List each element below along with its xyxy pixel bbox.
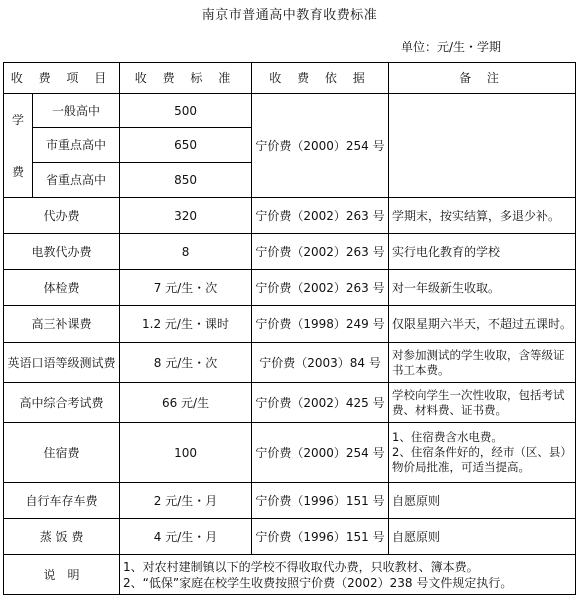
cell-basis: 宁价费（1996）151 号 (252, 519, 389, 555)
table-row (4, 423, 576, 483)
cell-item: 省重点高中 (33, 163, 120, 198)
header-basis: 收 费 依 据 (252, 63, 389, 94)
cell-basis: 宁价费（2000）254 号 (252, 94, 389, 198)
header-standard: 收 费 标 准 (120, 63, 252, 94)
cell-standard: 7 元/生・次 (120, 270, 252, 306)
cell-basis: 宁价费（2000）254 号 (252, 423, 389, 483)
cell-item: 体检费 (4, 270, 120, 306)
cell-standard: 320 (120, 198, 252, 234)
cell-note: 对参加测试的学生收取，含等级证书工本费。 (389, 343, 576, 383)
cell-standard: 4 元/生・月 (120, 519, 252, 555)
explanation-line: 1、对农村建制镇以下的学校不得收取代办费，只收教材、簿本费。 (123, 559, 479, 574)
tuition-group-text: 学 费 (11, 112, 24, 179)
cell-note: 学校向学生一次性收取，包括考试费、材料费、证书费。 (389, 383, 576, 423)
cell-basis: 宁价费（2003）84 号 (252, 343, 389, 383)
cell-item: 英语口语等级测试费 (4, 343, 120, 383)
cell-standard: 8 (120, 234, 252, 270)
table-row (4, 383, 576, 423)
tuition-group-label (4, 94, 33, 198)
cell-basis: 宁价费（2002）263 号 (252, 234, 389, 270)
cell-item: 蒸 饭 费 (4, 519, 120, 555)
cell-basis: 宁价费（2002）263 号 (252, 270, 389, 306)
table-row (4, 270, 576, 306)
cell-item: 自行车存车费 (4, 483, 120, 519)
cell-standard: 8 元/生・次 (120, 343, 252, 383)
explanation-text (120, 555, 576, 595)
cell-note: 实行电化教育的学校 (389, 234, 576, 270)
cell-note: 自愿原则 (389, 519, 576, 555)
fee-table (3, 62, 576, 595)
table-row (4, 306, 576, 343)
cell-standard: 66 元/生 (120, 383, 252, 423)
cell-note: 自愿原则 (389, 483, 576, 519)
cell-basis: 宁价费（1996）151 号 (252, 483, 389, 519)
cell-item: 代办费 (4, 198, 120, 234)
table-row (4, 198, 576, 234)
cell-basis: 宁价费（2002）263 号 (252, 198, 389, 234)
cell-standard: 1.2 元/生・课时 (120, 306, 252, 343)
unit-label: 单位：元/生・学期 (400, 40, 501, 54)
cell-standard: 650 (120, 128, 252, 163)
cell-standard: 850 (120, 163, 252, 198)
explanation-row (4, 555, 576, 595)
cell-note: 对一年级新生收取。 (389, 270, 576, 306)
cell-note (389, 94, 576, 198)
header-row (4, 63, 576, 94)
header-item: 收 费 项 目 (4, 63, 120, 94)
cell-standard: 100 (120, 423, 252, 483)
cell-item: 高中综合考试费 (4, 383, 120, 423)
explanation-line: 2、“低保”家庭在校学生收费按照宁价费（2002）238 号文件规定执行。 (123, 575, 513, 590)
header-note: 备 注 (389, 63, 576, 94)
cell-note: 仅限星期六半天，不超过五课时。 (389, 306, 576, 343)
cell-standard: 2 元/生・月 (120, 483, 252, 519)
table-row (4, 234, 576, 270)
table-row (4, 519, 576, 555)
cell-item: 一般高中 (33, 94, 120, 128)
table-row (4, 94, 576, 128)
cell-item: 市重点高中 (33, 128, 120, 163)
cell-basis: 宁价费（1998）249 号 (252, 306, 389, 343)
page-title: 南京市普通高中教育收费标准 (201, 8, 378, 23)
cell-basis: 宁价费（2002）425 号 (252, 383, 389, 423)
cell-standard: 500 (120, 94, 252, 128)
table-row (4, 483, 576, 519)
cell-item: 住宿费 (4, 423, 120, 483)
cell-note: 学期末，按实结算，多退少补。 (389, 198, 576, 234)
cell-note: 1、住宿费含水电费。 2、住宿条件好的，经市（区、县）物价局批准，可适当提高。 (389, 423, 576, 483)
explanation-label: 说 明 (4, 555, 120, 595)
cell-item: 高三补课费 (4, 306, 120, 343)
table-row (4, 343, 576, 383)
cell-item: 电教代办费 (4, 234, 120, 270)
